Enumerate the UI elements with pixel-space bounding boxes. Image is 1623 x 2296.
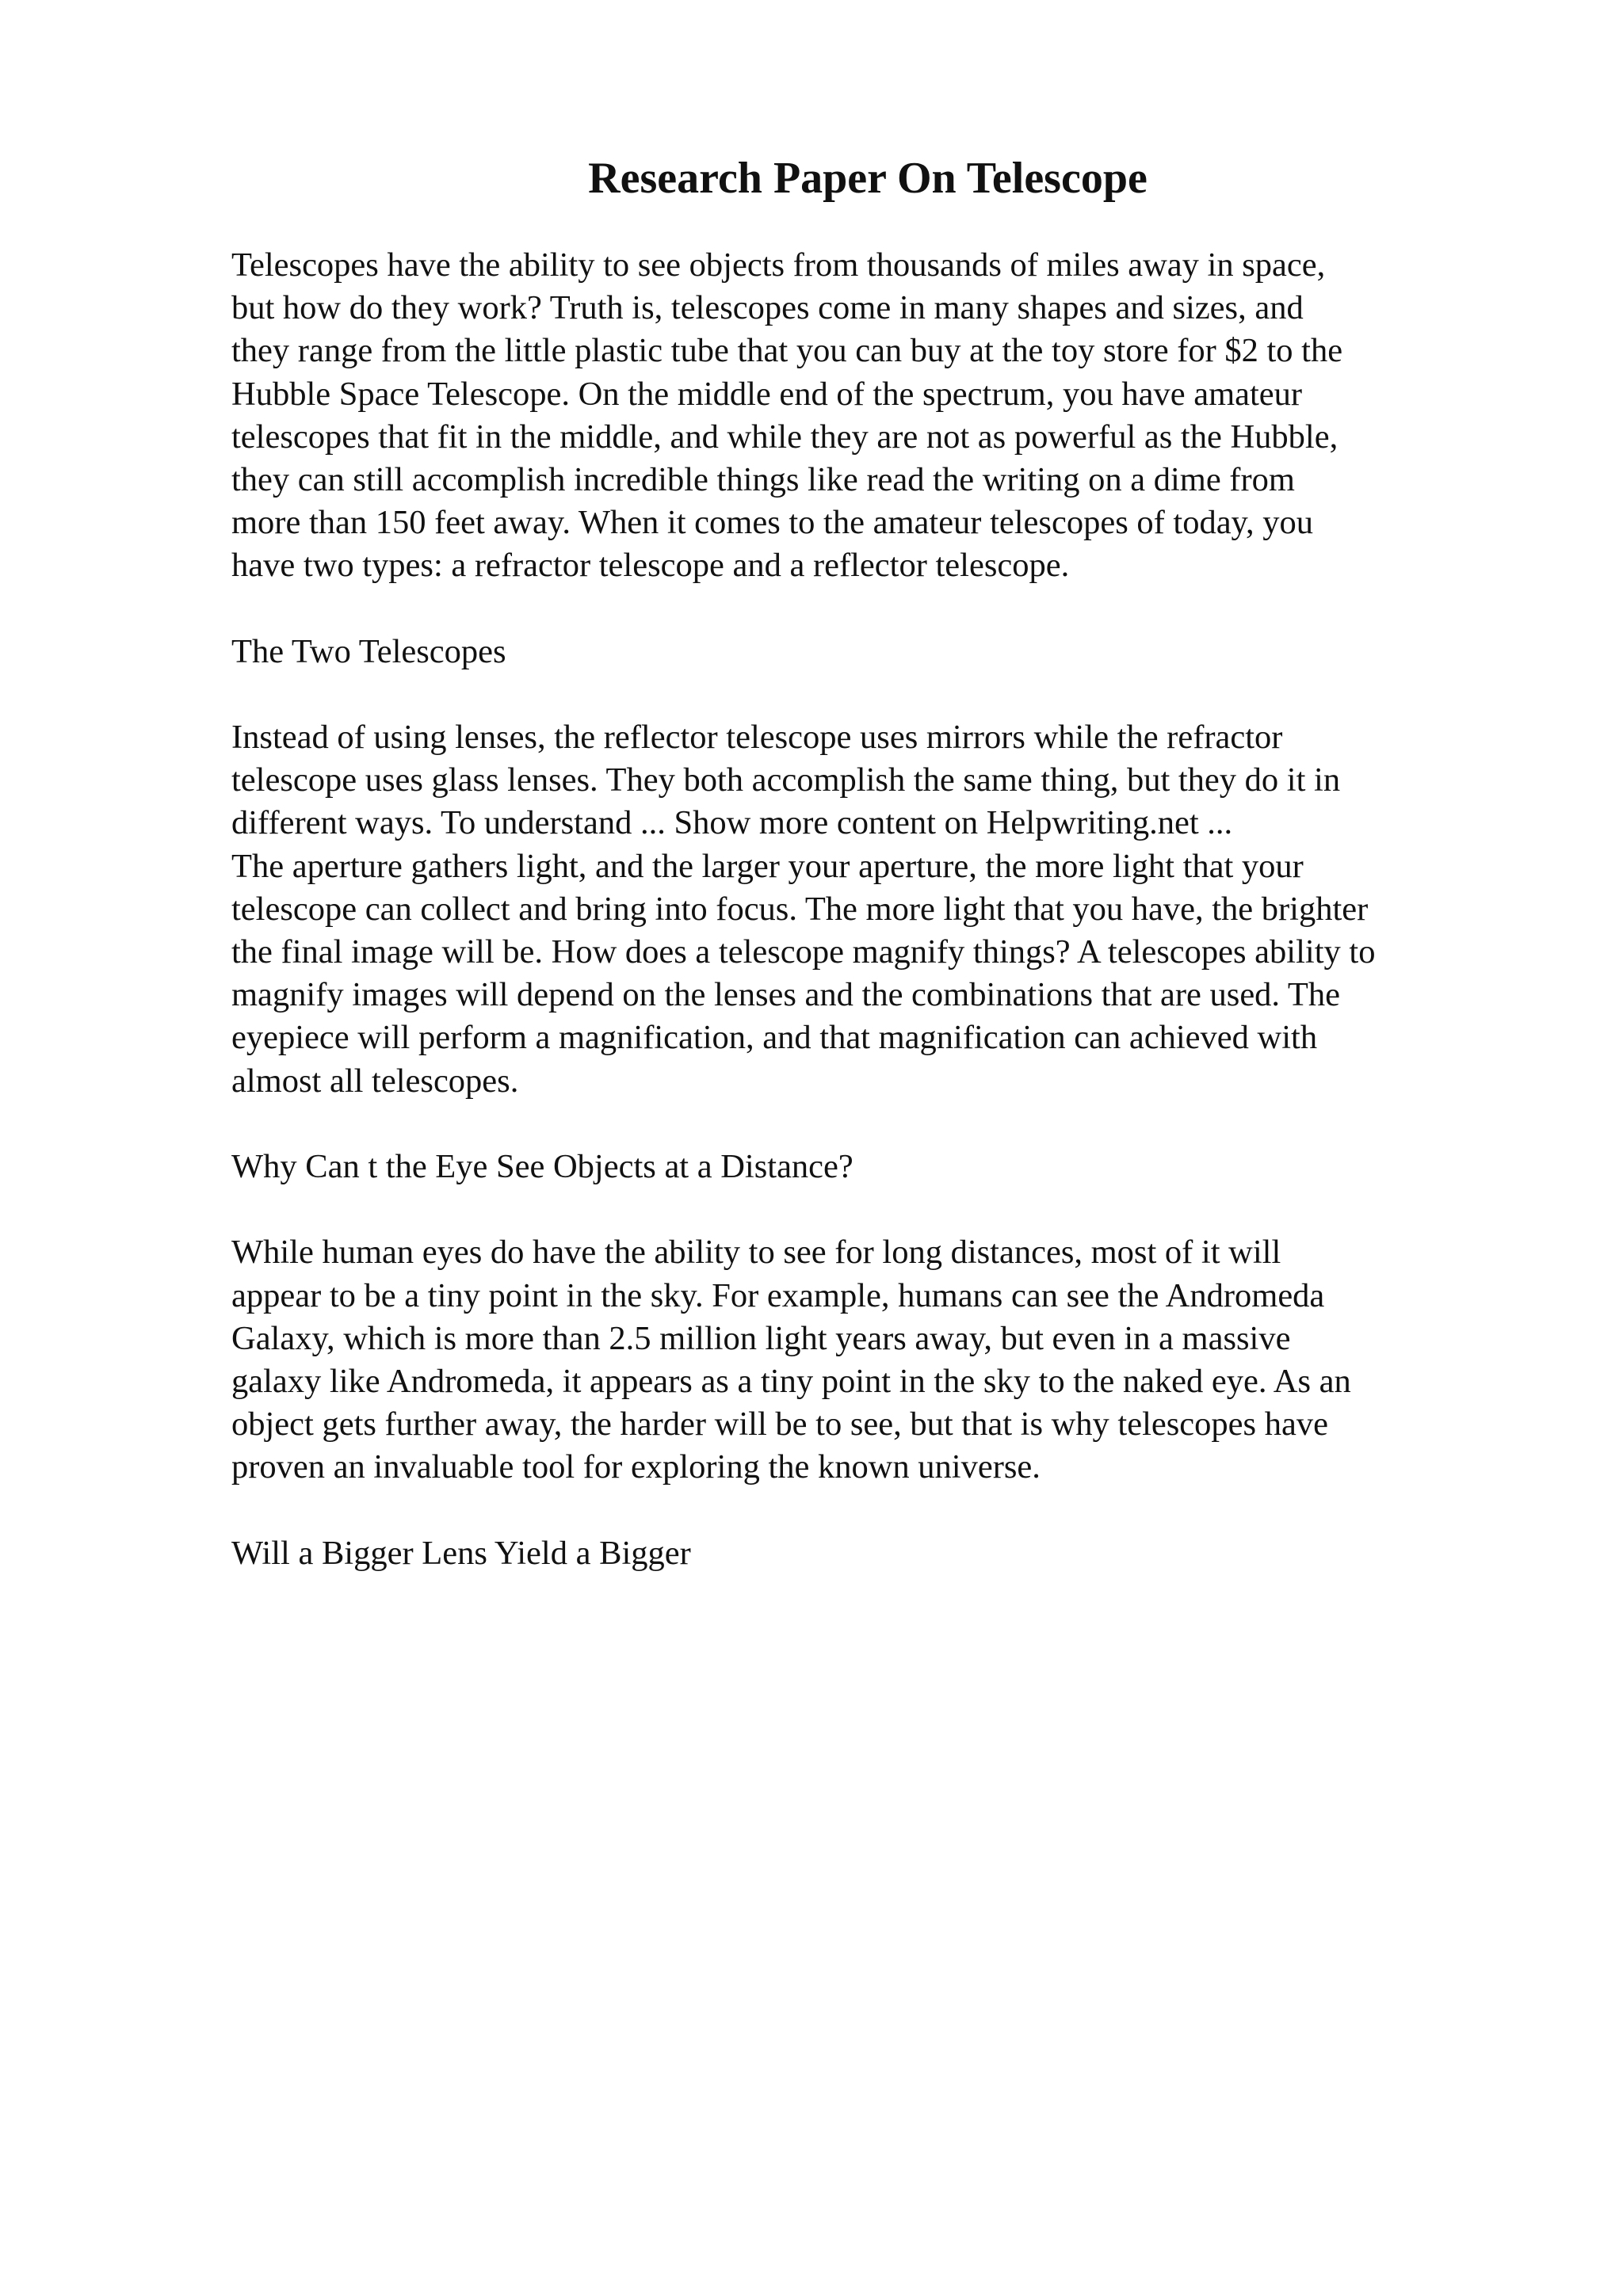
text-line: appear to be a tiny point in the sky. For example, humans can see the Andromeda — [231, 1276, 1325, 1314]
paragraph-gap — [231, 673, 1547, 716]
text-line: the final image will be. How does a telescope magnify things? A telescopes ability to — [231, 933, 1376, 971]
text-line: The aperture gathers light, and the larger your aperture, the more light that your — [231, 847, 1304, 885]
section-heading: Why Can t the Eye See Objects at a Distance? — [231, 1147, 854, 1185]
paragraph-gap — [231, 1489, 1547, 1531]
paragraph-gap — [231, 588, 1547, 631]
section-heading-eye-distance — [231, 1146, 1547, 1188]
text-line: telescope can collect and bring into focus. The more light that you have, the brighter — [231, 890, 1369, 928]
text-line: Hubble Space Telescope. On the middle end of the spectrum, you have amateur — [231, 375, 1303, 413]
section-heading: Will a Bigger Lens Yield a Bigger — [231, 1534, 691, 1572]
text-line: more than 150 feet away. When it comes to the amateur telescopes of today, you — [231, 504, 1314, 542]
text-line: Instead of using lenses, the reflector telescope uses mirrors while the refractor — [231, 719, 1283, 757]
page-title: Research Paper On Telescope — [588, 154, 1148, 203]
text-line: eyepiece will perform a magnification, and that magnification can achieved with — [231, 1019, 1318, 1057]
document-body — [231, 244, 1547, 1575]
text-line: almost all telescopes. — [231, 1062, 519, 1100]
section-heading-bigger-lens — [231, 1532, 1547, 1575]
text-line: Telescopes have the ability to see objects from thousands of miles away in space, — [231, 246, 1326, 284]
text-line: different ways. To understand ... Show more content on Helpwriting.net ... — [231, 804, 1233, 842]
text-line: they can still accomplish incredible things like read the writing on a dime from — [231, 460, 1295, 498]
paragraph-gap — [231, 1103, 1547, 1146]
text-line: telescope uses glass lenses. They both accomplish the same thing, but they do it in — [231, 761, 1341, 799]
section-heading-two-telescopes — [231, 631, 1547, 673]
paragraph-intro — [231, 244, 1547, 588]
text-line: object gets further away, the harder will be to see, but that is why telescopes have — [231, 1405, 1328, 1444]
paragraph-human-eyes — [231, 1231, 1547, 1489]
text-line: have two types: a refractor telescope and a reflector telescope. — [231, 547, 1070, 585]
text-line: magnify images will depend on the lenses and the combinations that are used. The — [231, 976, 1340, 1014]
text-line: proven an invaluable tool for exploring the known universe. — [231, 1448, 1041, 1486]
text-line: they range from the little plastic tube that you can buy at the toy store for $2 to the — [231, 332, 1343, 370]
text-line: While human eyes do have the ability to see for long distances, most of it will — [231, 1234, 1281, 1272]
text-line: but how do they work? Truth is, telescopes come in many shapes and sizes, and — [231, 289, 1304, 327]
text-line: Galaxy, which is more than 2.5 million light years away, but even in a massive — [231, 1319, 1291, 1357]
text-line: galaxy like Andromeda, it appears as a tiny point in the sky to the naked eye. As an — [231, 1362, 1351, 1400]
text-line: telescopes that fit in the middle, and while they are not as powerful as the Hubble, — [231, 418, 1338, 456]
section-heading: The Two Telescopes — [231, 632, 506, 670]
paragraph-gap — [231, 1188, 1547, 1231]
paragraph-lenses — [231, 716, 1547, 1103]
